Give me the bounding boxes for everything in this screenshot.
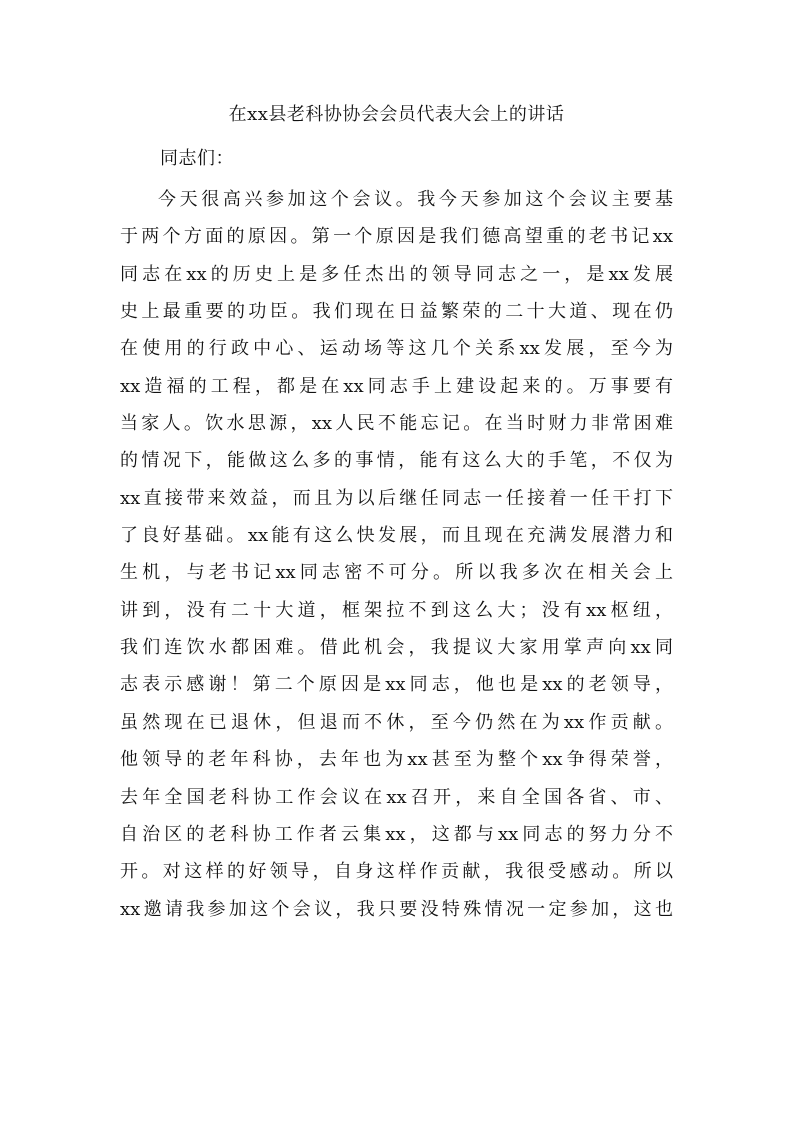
body-line: 当家人。饮水思源，xx人民不能忘记。在当时财力非常困难 xyxy=(120,413,673,435)
body-line: xx邀请我参加这个会议，我只要没特殊情况一定参加，这也 xyxy=(120,898,673,920)
document-title: 在xx县老科协协会会员代表大会上的讲话 xyxy=(228,104,565,125)
body-line: 开。对这样的好领导，自身这样作贡献，我很受感动。所以 xyxy=(120,861,673,883)
body-line: 讲到，没有二十大道，框架拉不到这么大；没有xx枢纽， xyxy=(120,599,673,621)
body-line: 的情况下，能做这么多的事情，能有这么大的手笔，不仅为 xyxy=(120,450,673,472)
body-line: xx造福的工程，都是在xx同志手上建设起来的。万事要有 xyxy=(120,375,673,397)
body-line: 了良好基础。xx能有这么快发展，而且现在充满发展潜力和 xyxy=(120,525,673,547)
body-line: 于两个方面的原因。第一个原因是我们德高望重的老书记xx xyxy=(120,226,673,248)
body-line: 同志在xx的历史上是多任杰出的领导同志之一，是xx发展 xyxy=(120,263,673,285)
body-line: 我们连饮水都困难。借此机会，我提议大家用掌声向xx同 xyxy=(120,637,673,659)
body-line: xx直接带来效益，而且为以后继任同志一任接着一任干打下 xyxy=(120,487,673,509)
body-line: 他领导的老年科协，去年也为xx甚至为整个xx争得荣誉， xyxy=(120,749,673,771)
body-line: 志表示感谢！第二个原因是xx同志，他也是xx的老领导， xyxy=(120,674,673,696)
body-line: 自治区的老科协工作者云集xx，这都与xx同志的努力分不 xyxy=(120,823,673,845)
body-line: 生机，与老书记xx同志密不可分。所以我多次在相关会上 xyxy=(120,562,673,584)
body-line: 虽然现在已退休，但退而不休，至今仍然在为xx作贡献。 xyxy=(120,711,673,733)
greeting: 同志们： xyxy=(160,148,234,169)
body-line: 去年全国老科协工作会议在xx召开，来自全国各省、市、 xyxy=(120,786,673,808)
speech-body xyxy=(120,181,673,928)
body-line: 史上最重要的功臣。我们现在日益繁荣的二十大道、现在仍 xyxy=(120,301,673,323)
body-line: 在使用的行政中心、运动场等这几个关系xx发展，至今为 xyxy=(120,338,673,360)
body-line: 今天很高兴参加这个会议。我今天参加这个会议主要基 xyxy=(158,189,673,210)
